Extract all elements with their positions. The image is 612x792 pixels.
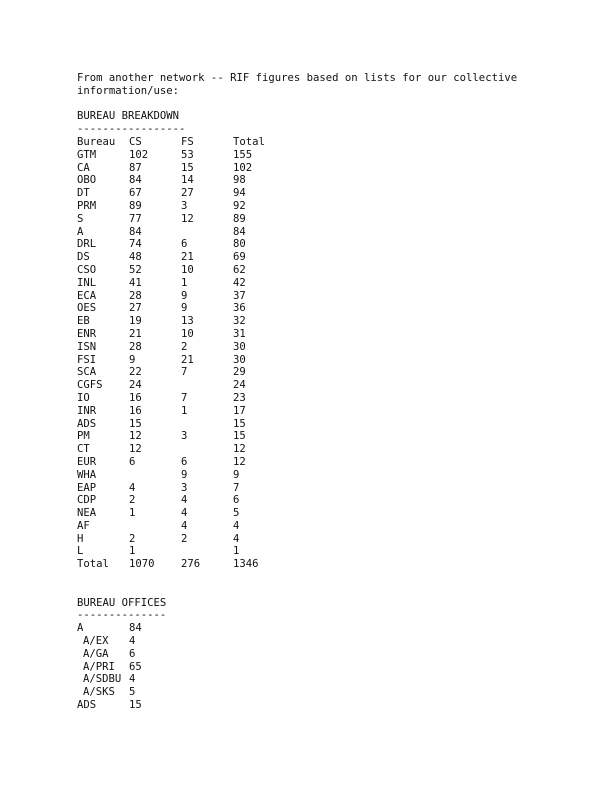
cs-cell: 89 (129, 199, 142, 212)
table-row (77, 392, 577, 405)
table-row (77, 238, 577, 251)
bureau-cell: CDP (77, 494, 97, 507)
bureau-cell: CA (77, 161, 90, 174)
spacer (77, 98, 577, 111)
header-cs: CS (129, 135, 142, 148)
total-cell: 94 (233, 187, 246, 200)
fs-cell: 21 (181, 251, 194, 264)
total-cell: 6 (233, 494, 240, 507)
table-row (77, 341, 577, 354)
cs-cell: 48 (129, 251, 142, 264)
cs-cell: 12 (129, 430, 142, 443)
fs-cell: 13 (181, 315, 194, 328)
cs-cell: 28 (129, 340, 142, 353)
fs-cell: 7 (181, 391, 188, 404)
office-name-cell: A/EX (83, 635, 109, 648)
bureau-cell: PRM (77, 199, 97, 212)
cs-cell: 12 (129, 443, 142, 456)
offices-table-body (77, 622, 577, 712)
fs-cell (181, 443, 233, 456)
cs-cell: 24 (129, 379, 142, 392)
fs-cell: 53 (181, 148, 194, 161)
cs-cell: 41 (129, 276, 142, 289)
fs-cell: 3 (181, 430, 188, 443)
total-cell: 155 (233, 148, 253, 161)
bureau-cell: AF (77, 519, 90, 532)
fs-cell: 10 (181, 327, 194, 340)
fs-cell (181, 545, 233, 558)
total-cell: 102 (233, 161, 253, 174)
cs-cell: 84 (129, 174, 142, 187)
total-cell: 32 (233, 315, 246, 328)
total-fs: 276 (181, 558, 201, 571)
total-cell: 5 (233, 507, 240, 520)
table-row (77, 149, 577, 162)
total-cell: 4 (233, 519, 240, 532)
cs-cell: 16 (129, 391, 142, 404)
cs-cell: 1 (129, 545, 136, 558)
table-row (77, 430, 577, 443)
fs-cell: 3 (181, 199, 188, 212)
office-name-cell: A/SKS (83, 686, 115, 699)
office-row (77, 648, 577, 661)
total-cell: 30 (233, 340, 246, 353)
table-row (77, 226, 577, 239)
bureau-cell: DT (77, 187, 90, 200)
office-count-cell: 84 (129, 622, 142, 635)
bureau-cell: H (77, 532, 84, 545)
breakdown-total-row (77, 558, 577, 571)
office-row (77, 635, 577, 648)
office-count-cell: 6 (129, 647, 136, 660)
fs-cell: 6 (181, 455, 188, 468)
bureau-cell: ECA (77, 289, 97, 302)
table-row (77, 545, 577, 558)
total-cell: 92 (233, 199, 246, 212)
cs-cell: 84 (129, 225, 142, 238)
office-name-cell: A/PRI (83, 660, 115, 673)
office-row (77, 686, 577, 699)
offices-underline: -------------- (77, 609, 167, 622)
fs-cell: 9 (181, 289, 188, 302)
cs-cell: 77 (129, 212, 142, 225)
table-row (77, 533, 577, 546)
bureau-cell: CGFS (77, 379, 103, 392)
cs-cell: 2 (129, 494, 136, 507)
bureau-cell: ADS (77, 417, 97, 430)
bureau-cell: SCA (77, 366, 97, 379)
office-row (77, 673, 577, 686)
total-cs: 1070 (129, 558, 155, 571)
bureau-cell: NEA (77, 507, 97, 520)
cs-cell: 102 (129, 148, 149, 161)
intro-line-2: information/use: (77, 84, 180, 97)
total-cell: 17 (233, 404, 246, 417)
table-row (77, 507, 577, 520)
total-cell: 31 (233, 327, 246, 340)
cs-cell: 87 (129, 161, 142, 174)
bureau-cell: WHA (77, 468, 97, 481)
bureau-cell: DRL (77, 238, 97, 251)
cs-cell: 15 (129, 417, 142, 430)
total-cell: 62 (233, 263, 246, 276)
cs-cell: 2 (129, 532, 136, 545)
table-row (77, 494, 577, 507)
bureau-cell: INL (77, 276, 97, 289)
cs-cell: 52 (129, 263, 142, 276)
table-row (77, 277, 577, 290)
fs-cell: 2 (181, 340, 188, 353)
spacer (77, 584, 577, 597)
office-row (77, 661, 577, 674)
table-row (77, 379, 577, 392)
cs-cell: 19 (129, 315, 142, 328)
fs-cell: 9 (181, 468, 188, 481)
bureau-cell: ENR (77, 327, 97, 340)
table-row (77, 315, 577, 328)
bureau-cell: FSI (77, 353, 97, 366)
cs-cell: 27 (129, 302, 142, 315)
total-cell: 12 (233, 455, 246, 468)
fs-cell: 9 (181, 302, 188, 315)
table-row (77, 443, 577, 456)
total-cell: 7 (233, 481, 240, 494)
table-row (77, 200, 577, 213)
table-row (77, 366, 577, 379)
table-row (77, 456, 577, 469)
document-body (77, 72, 577, 712)
table-row (77, 174, 577, 187)
total-cell: 23 (233, 391, 246, 404)
office-name-cell: A (77, 622, 84, 635)
breakdown-underline: ----------------- (77, 123, 186, 136)
total-sum: 1346 (233, 558, 259, 571)
cs-cell: 6 (129, 455, 136, 468)
fs-cell: 2 (181, 532, 188, 545)
total-cell: 98 (233, 174, 246, 187)
bureau-cell: EUR (77, 455, 97, 468)
cs-cell: 22 (129, 366, 142, 379)
total-cell: 89 (233, 212, 246, 225)
header-bureau: Bureau (77, 135, 116, 148)
bureau-cell: OBO (77, 174, 97, 187)
bureau-cell: A (77, 225, 84, 238)
bureau-cell: DS (77, 251, 90, 264)
table-row (77, 290, 577, 303)
table-row (77, 354, 577, 367)
total-label: Total (77, 558, 109, 571)
table-row (77, 418, 577, 431)
total-cell: 15 (233, 430, 246, 443)
total-cell: 36 (233, 302, 246, 315)
office-name-cell: A/SDBU (83, 673, 122, 686)
cs-cell: 16 (129, 404, 142, 417)
office-count-cell: 4 (129, 673, 136, 686)
office-count-cell: 15 (129, 699, 142, 712)
office-count-cell: 65 (129, 660, 142, 673)
bureau-cell: CT (77, 443, 90, 456)
total-cell: 9 (233, 468, 240, 481)
bureau-cell: L (77, 545, 84, 558)
breakdown-title: BUREAU BREAKDOWN (77, 110, 180, 123)
bureau-cell: PM (77, 430, 90, 443)
bureau-cell: S (77, 212, 84, 225)
bureau-cell: EAP (77, 481, 97, 494)
cs-cell: 1 (129, 507, 136, 520)
total-cell: 4 (233, 532, 240, 545)
breakdown-table-body (77, 149, 577, 559)
fs-cell: 3 (181, 481, 188, 494)
table-row (77, 302, 577, 315)
spacer (77, 571, 577, 584)
office-name-cell: A/GA (83, 647, 109, 660)
total-cell: 37 (233, 289, 246, 302)
fs-cell: 10 (181, 263, 194, 276)
table-row (77, 187, 577, 200)
total-cell: 30 (233, 353, 246, 366)
total-cell: 29 (233, 366, 246, 379)
total-cell: 42 (233, 276, 246, 289)
table-row (77, 213, 577, 226)
header-total: Total (233, 135, 265, 148)
table-row (77, 251, 577, 264)
fs-cell (181, 418, 233, 431)
cs-cell: 74 (129, 238, 142, 251)
total-cell: 84 (233, 225, 246, 238)
total-cell: 1 (233, 545, 240, 558)
cs-cell: 21 (129, 327, 142, 340)
fs-cell: 7 (181, 366, 188, 379)
total-cell: 69 (233, 251, 246, 264)
header-fs: FS (181, 135, 194, 148)
table-row (77, 328, 577, 341)
office-count-cell: 5 (129, 686, 136, 699)
fs-cell (181, 226, 233, 239)
fs-cell (181, 379, 233, 392)
fs-cell: 12 (181, 212, 194, 225)
fs-cell: 14 (181, 174, 194, 187)
table-row (77, 405, 577, 418)
fs-cell: 4 (181, 519, 188, 532)
office-row (77, 699, 577, 712)
bureau-cell: OES (77, 302, 97, 315)
cs-cell: 9 (129, 353, 136, 366)
total-cell: 24 (233, 379, 246, 392)
bureau-cell: EB (77, 315, 90, 328)
offices-title: BUREAU OFFICES (77, 596, 167, 609)
intro-line-1: From another network -- RIF figures based on lists for our collective (77, 72, 518, 84)
total-cell: 15 (233, 417, 246, 430)
fs-cell: 21 (181, 353, 194, 366)
table-row (77, 469, 577, 482)
bureau-cell: ISN (77, 340, 97, 353)
total-cell: 12 (233, 443, 246, 456)
bureau-cell: GTM (77, 148, 97, 161)
fs-cell: 1 (181, 404, 188, 417)
office-name-cell: ADS (77, 699, 97, 712)
cs-cell: 28 (129, 289, 142, 302)
office-count-cell: 4 (129, 635, 136, 648)
table-row (77, 264, 577, 277)
table-row (77, 162, 577, 175)
fs-cell: 6 (181, 238, 188, 251)
cs-cell: 4 (129, 481, 136, 494)
fs-cell: 4 (181, 494, 188, 507)
total-cell: 80 (233, 238, 246, 251)
cs-cell (129, 520, 181, 533)
cs-cell (129, 469, 181, 482)
bureau-cell: IO (77, 391, 90, 404)
fs-cell: 4 (181, 507, 188, 520)
table-row (77, 520, 577, 533)
breakdown-header-row (77, 136, 577, 149)
bureau-cell: INR (77, 404, 97, 417)
bureau-cell: CSO (77, 263, 97, 276)
fs-cell: 15 (181, 161, 194, 174)
office-row (77, 622, 577, 635)
table-row (77, 482, 577, 495)
fs-cell: 1 (181, 276, 188, 289)
fs-cell: 27 (181, 187, 194, 200)
cs-cell: 67 (129, 187, 142, 200)
